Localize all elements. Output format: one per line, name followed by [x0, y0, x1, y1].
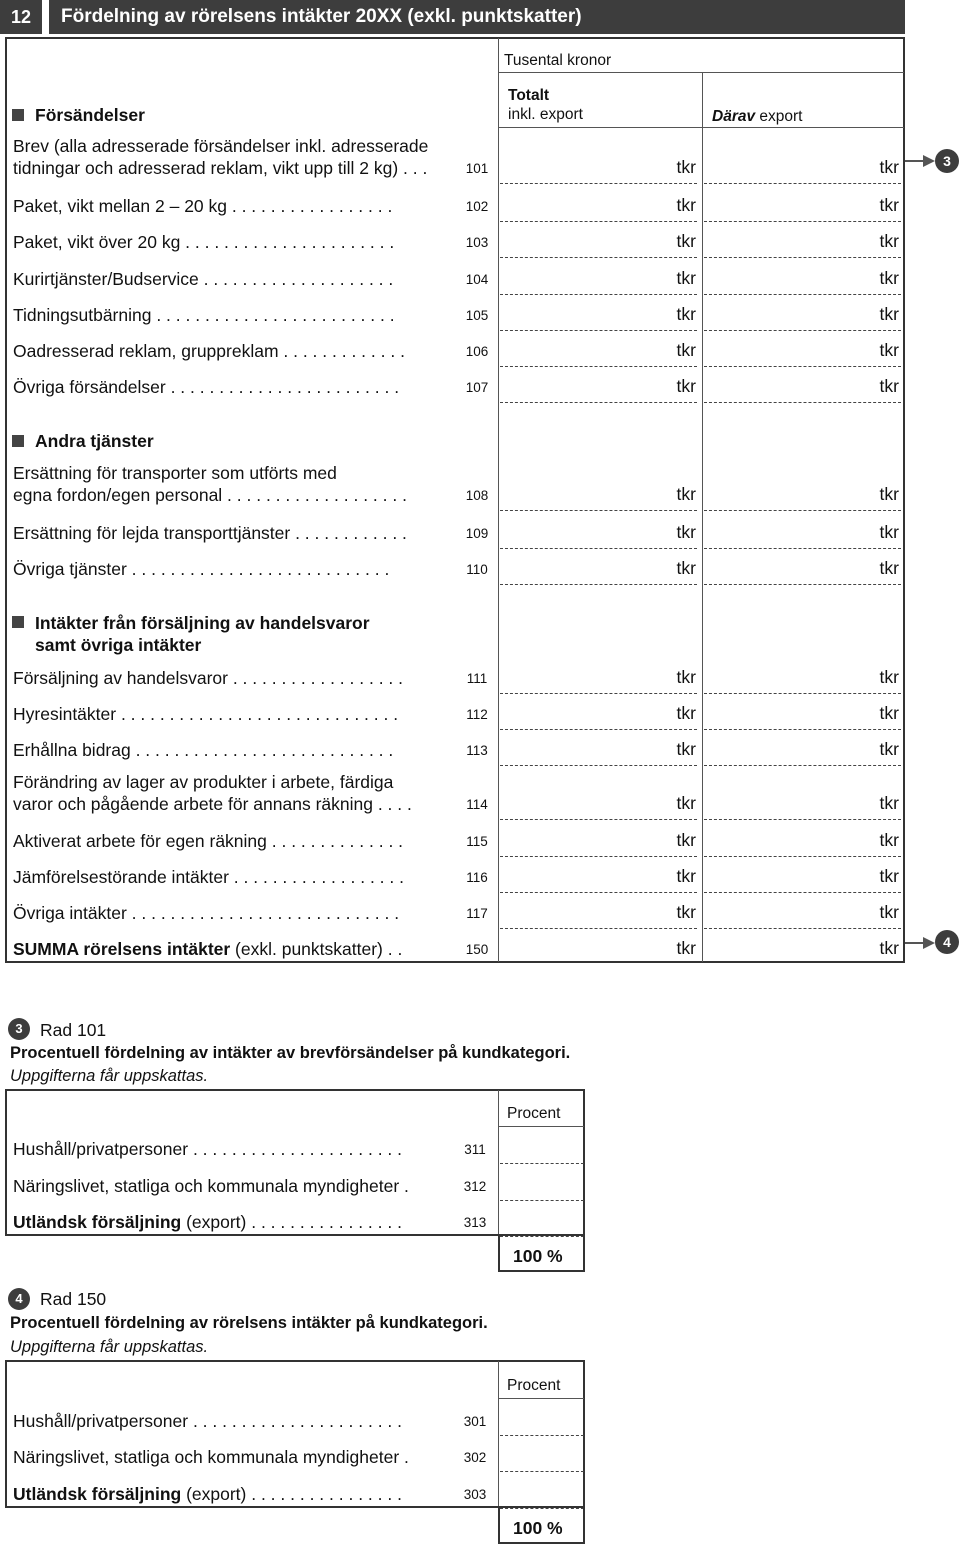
total-unit: tkr: [676, 522, 696, 542]
row-label: Ersättning för lejda transporttjänster . . . . . . . . . . . .: [13, 523, 407, 543]
export-unit: tkr: [879, 558, 899, 578]
total-input-field[interactable]: [500, 765, 697, 766]
note-4-subtitle: Uppgifterna får uppskattas.: [10, 1338, 209, 1356]
row-label-line2: tidningar och adresserad reklam, vikt upp till 2 kg) . . .: [13, 158, 428, 178]
arrow-head-icon: [923, 937, 935, 949]
total-input-field[interactable]: [500, 892, 697, 893]
note-row-label: Utländsk försäljning (export) . . . . . . . . . . . . . . . .: [13, 1484, 402, 1504]
arrow-head-icon: [923, 155, 935, 167]
row-code: 103: [465, 235, 489, 250]
export-input-field[interactable]: [704, 928, 901, 929]
total-column-label: Totalt: [508, 87, 550, 104]
export-input-field[interactable]: [704, 856, 901, 857]
group-intakter-line2: samt övriga intäkter: [35, 635, 202, 655]
note-3-total: 100 %: [513, 1246, 563, 1266]
row-code: 110: [466, 562, 488, 577]
note-row-label: Utländsk försäljning (export) . . . . . . . . . . . . . . . .: [13, 1212, 402, 1232]
row-code: 107: [465, 380, 489, 395]
total-unit: tkr: [676, 484, 696, 504]
note-4-icon: 4: [8, 1288, 30, 1310]
row-label: Paket, vikt över 20 kg . . . . . . . . . . . . . . . . . . . . . .: [13, 232, 395, 252]
total-input-field[interactable]: [500, 183, 697, 184]
note-row-code: 302: [463, 1450, 487, 1465]
note-row-code: 311: [464, 1142, 486, 1157]
export-input-field[interactable]: [704, 330, 901, 331]
export-input-field[interactable]: [704, 693, 901, 694]
export-input-field[interactable]: [704, 366, 901, 367]
export-input-field[interactable]: [704, 765, 901, 766]
row-code: 117: [466, 906, 488, 921]
note-4-marker-icon: 4: [935, 930, 959, 954]
row-label: Erhållna bidrag . . . . . . . . . . . . . . . . . . . . . . . . . . .: [13, 740, 394, 760]
export-unit: tkr: [879, 340, 899, 360]
row-label: Jämförelsestörande intäkter . . . . . . . . . . . . . . . . . .: [13, 867, 404, 887]
note-3-subtitle: Uppgifterna får uppskattas.: [10, 1067, 209, 1085]
export-unit: tkr: [879, 667, 899, 687]
note-3-marker-icon: 3: [935, 149, 959, 173]
total-unit: tkr: [676, 793, 696, 813]
export-unit: tkr: [879, 195, 899, 215]
total-unit: tkr: [676, 830, 696, 850]
note-row-label: Hushåll/privatpersoner . . . . . . . . . . . . . . . . . . . . . .: [13, 1139, 403, 1159]
total-unit: tkr: [676, 703, 696, 723]
arrow-to-note-4: [905, 942, 925, 944]
total-input-field[interactable]: [500, 729, 697, 730]
row-label: Aktiverat arbete för egen räkning . . . . . . . . . . . . . .: [13, 831, 404, 851]
row-label: Tidningsutbärning . . . . . . . . . . . . . . . . . . . . . . . . .: [13, 305, 395, 325]
row-code: 112: [466, 707, 488, 722]
percent-input-field[interactable]: [500, 1163, 584, 1164]
note-row-label: Näringslivet, statliga och kommunala myndigheter .: [13, 1176, 409, 1196]
column-head-underline: [498, 127, 904, 128]
row-code: 111: [466, 671, 488, 686]
group-bullet: [12, 109, 24, 121]
row-label: Kurirtjänster/Budservice . . . . . . . . . . . . . . . . . . . .: [13, 269, 394, 289]
total-unit: tkr: [676, 739, 696, 759]
row-code: 101: [465, 161, 489, 176]
total-input-field[interactable]: [500, 584, 697, 585]
export-input-field[interactable]: [704, 510, 901, 511]
total-input-field[interactable]: [500, 402, 697, 403]
group-bullet: [12, 616, 24, 628]
total-unit: tkr: [676, 376, 696, 396]
sum-export-unit: tkr: [879, 938, 899, 958]
total-unit: tkr: [676, 231, 696, 251]
col-divider-export: [702, 73, 703, 962]
row-label: Ersättning för transporter som utförts med: [13, 463, 337, 483]
sum-row-code: 150: [465, 942, 489, 957]
note-3-head-underline: [498, 1126, 584, 1127]
total-input-field[interactable]: [500, 510, 697, 511]
total-input-field[interactable]: [500, 330, 697, 331]
export-unit: tkr: [879, 231, 899, 251]
row-code: 106: [465, 344, 489, 359]
total-input-field[interactable]: [500, 693, 697, 694]
total-unit: tkr: [676, 558, 696, 578]
group-bullet: [12, 435, 24, 447]
sum-total-unit: tkr: [676, 938, 696, 958]
percent-input-field[interactable]: [500, 1200, 584, 1201]
unit-label: Tusental kronor: [504, 52, 612, 69]
group-forsandelser: Försändelser: [35, 105, 145, 125]
export-unit: tkr: [879, 703, 899, 723]
section-header: [0, 0, 905, 34]
row-code: 104: [465, 272, 489, 287]
total-input-field[interactable]: [500, 294, 697, 295]
total-input-field[interactable]: [500, 548, 697, 549]
export-unit: tkr: [879, 376, 899, 396]
percent-input-field[interactable]: [500, 1435, 584, 1436]
row-label: Hyresintäkter . . . . . . . . . . . . . . . . . . . . . . . . . . . . .: [13, 704, 399, 724]
row-code: 114: [466, 797, 488, 812]
export-unit: tkr: [879, 157, 899, 177]
row-label-line2: egna fordon/egen personal . . . . . . . . . . . . . . . . . . .: [13, 485, 407, 505]
export-input-field[interactable]: [704, 402, 901, 403]
row-code: 102: [465, 199, 489, 214]
unit-underline: [498, 72, 904, 73]
note-4-head-underline: [498, 1398, 584, 1399]
group-andra-tjanster: Andra tjänster: [35, 431, 154, 451]
row-code: 115: [466, 834, 488, 849]
total-unit: tkr: [676, 667, 696, 687]
row-label-line2: varor och pågående arbete för annans räkning . . . .: [13, 794, 412, 814]
note-row-label: Näringslivet, statliga och kommunala myndigheter .: [13, 1447, 409, 1467]
total-input-field[interactable]: [500, 819, 697, 820]
row-label: Brev (alla adresserade försändelser inkl. adresserade: [13, 136, 429, 156]
arrow-to-note-3: [905, 160, 925, 162]
total-input-field[interactable]: [500, 257, 697, 258]
export-unit: tkr: [879, 739, 899, 759]
note-3-rad: Rad 101: [40, 1020, 107, 1040]
row-label: Övriga tjänster . . . . . . . . . . . . . . . . . . . . . . . . . . .: [13, 559, 390, 579]
row-code: 109: [465, 526, 489, 541]
row-label: Paket, vikt mellan 2 – 20 kg . . . . . . . . . . . . . . . . .: [13, 196, 393, 216]
note-3-col-label: Procent: [507, 1105, 561, 1122]
col-divider-code: [498, 38, 499, 962]
note-row-label: Hushåll/privatpersoner . . . . . . . . . . . . . . . . . . . . . .: [13, 1411, 403, 1431]
group-intakter: Intäkter från försäljning av handelsvaror: [35, 613, 370, 633]
export-input-field[interactable]: [704, 257, 901, 258]
export-input-field[interactable]: [704, 892, 901, 893]
row-label: Övriga försändelser . . . . . . . . . . . . . . . . . . . . . . . .: [13, 377, 400, 397]
row-code: 108: [465, 488, 489, 503]
total-unit: tkr: [676, 304, 696, 324]
section-number: 12: [0, 0, 42, 34]
export-input-field[interactable]: [704, 548, 901, 549]
note-4-total: 100 %: [513, 1518, 563, 1538]
note-row-code: 303: [463, 1487, 487, 1502]
note-3-icon: 3: [8, 1018, 30, 1040]
export-unit: tkr: [879, 268, 899, 288]
note-3-divider: [498, 1090, 499, 1234]
export-column-label: Därav export: [712, 108, 803, 125]
row-label: Försäljning av handelsvaror . . . . . . . . . . . . . . . . . .: [13, 668, 404, 688]
total-unit: tkr: [676, 195, 696, 215]
export-input-field[interactable]: [704, 294, 901, 295]
total-unit: tkr: [676, 340, 696, 360]
note-3-title: Procentuell fördelning av intäkter av brevförsändelser på kundkategori.: [10, 1044, 571, 1062]
export-input-field[interactable]: [704, 729, 901, 730]
total-input-field[interactable]: [500, 856, 697, 857]
total-input-field[interactable]: [500, 366, 697, 367]
export-input-field[interactable]: [704, 221, 901, 222]
export-input-field[interactable]: [704, 584, 901, 585]
export-unit: tkr: [879, 866, 899, 886]
note-4-title: Procentuell fördelning av rörelsens intäkter på kundkategori.: [10, 1314, 488, 1332]
note-4-col-label: Procent: [507, 1377, 561, 1394]
total-unit: tkr: [676, 902, 696, 922]
section-title: Fördelning av rörelsens intäkter 20XX (exkl. punktskatter): [49, 0, 905, 34]
export-unit: tkr: [879, 830, 899, 850]
total-unit: tkr: [676, 866, 696, 886]
row-label: Övriga intäkter . . . . . . . . . . . . . . . . . . . . . . . . . . . .: [13, 903, 400, 923]
row-label: Oadresserad reklam, gruppreklam . . . . . . . . . . . . .: [13, 341, 405, 361]
total-column-sublabel: inkl. export: [508, 106, 583, 123]
sum-row-label: SUMMA rörelsens intäkter (exkl. punktskatter) . .: [13, 939, 403, 959]
row-code: 113: [466, 743, 488, 758]
percent-input-field[interactable]: [500, 1471, 584, 1472]
export-unit: tkr: [879, 522, 899, 542]
total-unit: tkr: [676, 268, 696, 288]
row-code: 105: [465, 308, 489, 323]
row-code: 116: [466, 870, 488, 885]
total-input-field[interactable]: [500, 928, 697, 929]
export-input-field[interactable]: [704, 819, 901, 820]
export-unit: tkr: [879, 304, 899, 324]
export-input-field[interactable]: [704, 183, 901, 184]
note-row-code: 301: [463, 1414, 487, 1429]
note-4-rad: Rad 150: [40, 1289, 107, 1309]
note-4-divider: [498, 1361, 499, 1506]
total-input-field[interactable]: [500, 221, 697, 222]
export-unit: tkr: [879, 902, 899, 922]
export-unit: tkr: [879, 484, 899, 504]
note-row-code: 313: [463, 1215, 487, 1230]
total-unit: tkr: [676, 157, 696, 177]
row-label: Förändring av lager av produkter i arbete, färdiga: [13, 772, 394, 792]
note-row-code: 312: [463, 1179, 487, 1194]
export-unit: tkr: [879, 793, 899, 813]
